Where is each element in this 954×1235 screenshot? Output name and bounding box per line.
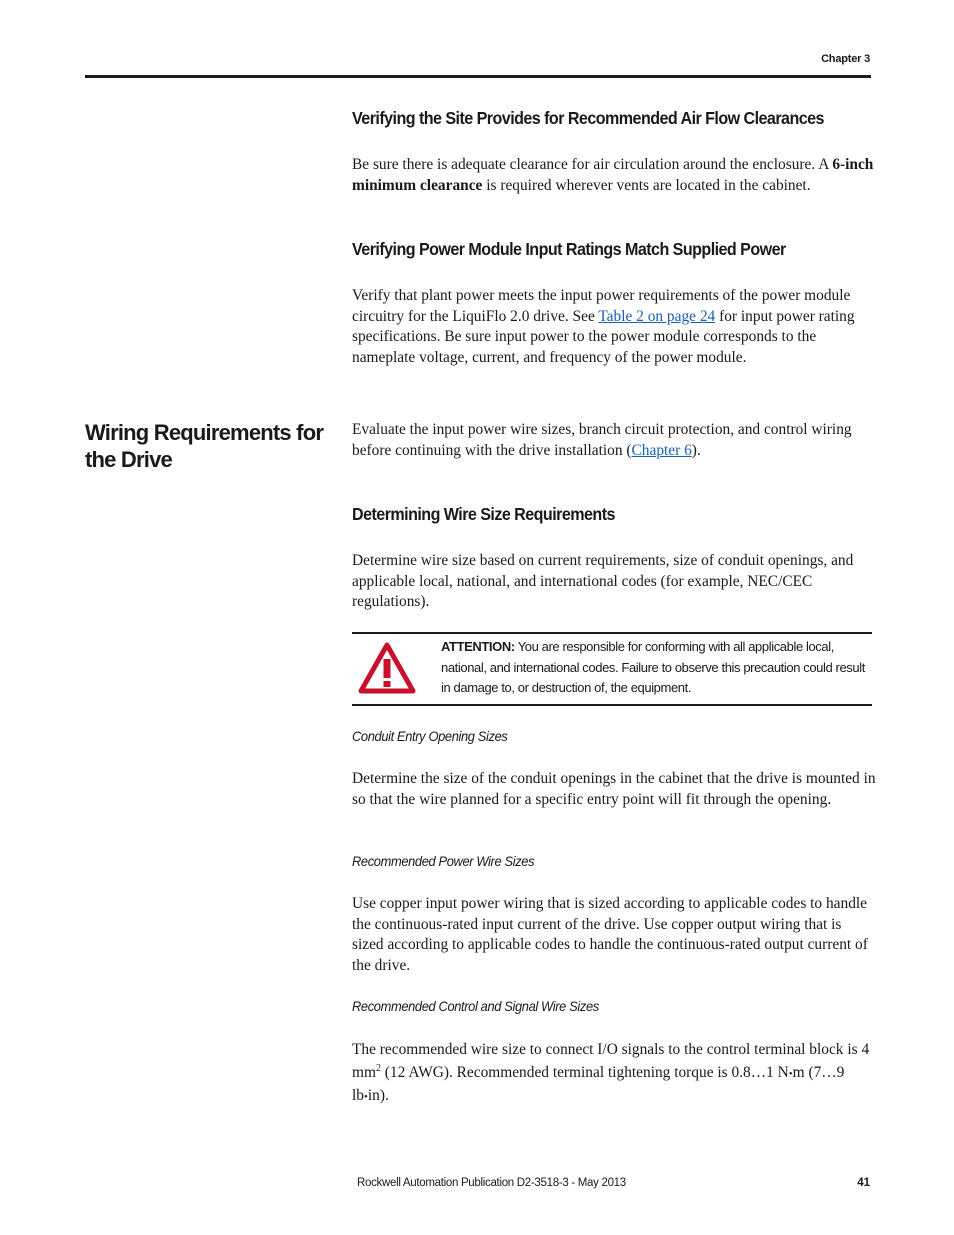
text-segment: Evaluate the input power wire sizes, branch circuit protection, and control wiring before continuing with the drive installation ( [352, 421, 852, 459]
heading-power-wire: Recommended Power Wire Sizes [352, 853, 535, 869]
paragraph-conduit: Determine the size of the conduit openings in the cabinet that the drive is mounted in so that the wire planned for a specific entry point will fit through the opening. [352, 770, 876, 808]
paragraph-power-wire: Use copper input power wiring that is sized according to applicable codes to handle the continuous-rated input current of the drive. Use copper output wiring that is sized according to applicable codes to handle the continuous-rated output current of the drive. [352, 895, 868, 974]
attention-rule-bottom [352, 704, 872, 706]
heading-power-module: Verifying Power Module Input Ratings Match Supplied Power [352, 239, 786, 259]
footer-publication: Rockwell Automation Publication D2-3518-3 - May 2013 [357, 1177, 626, 1189]
heading-control-wire: Recommended Control and Signal Wire Sizes [352, 998, 599, 1014]
header-rule [85, 75, 871, 78]
text-segment: is required wherever vents are located in the cabinet. [482, 176, 811, 194]
dot-operator: • [788, 1067, 793, 1080]
superscript: 2 [375, 1062, 381, 1074]
paragraph-power-module [352, 286, 876, 368]
text-segment: (12 AWG). Recommended terminal tightening torque is 0.8…1 N [380, 1063, 789, 1081]
paragraph-wiring [352, 420, 876, 461]
text-segment: Verify that plant power meets the input power requirements of the power module circuitry for the LiquiFlo 2.0 drive. See [352, 287, 851, 325]
text-segment: Be sure there is adequate clearance for air circulation around the enclosure. A [352, 156, 833, 173]
heading-wire-size: Determining Wire Size Requirements [352, 504, 615, 524]
attention-label: ATTENTION: [441, 639, 515, 654]
dot-operator: • [363, 1091, 368, 1103]
paragraph-wire-size: Determine wire size based on current requirements, size of conduit openings, and applicable local, national, and international codes (for example, NEC/CEC regulations). [352, 552, 854, 610]
link-table-2[interactable]: Table 2 on page 24 [598, 307, 716, 325]
heading-conduit: Conduit Entry Opening Sizes [352, 728, 508, 744]
attention-body: You are responsible for conforming with all applicable local, national, and international codes. Failure to observe this precaution could result in damage to, or destruction of, the equipment. [441, 639, 865, 695]
running-head-chapter: Chapter 3 [821, 53, 870, 65]
attention-rule-top [352, 632, 872, 634]
paragraph-air-flow [352, 155, 876, 196]
footer-page-number: 41 [857, 1177, 870, 1189]
text-segment: in). [367, 1087, 389, 1104]
heading-air-flow: Verifying the Site Provides for Recommended Air Flow Clearances [352, 108, 824, 128]
attention-text [441, 637, 871, 699]
paragraph-control-wire [352, 1039, 876, 1109]
link-chapter-6[interactable]: Chapter 6 [631, 441, 692, 459]
warning-triangle-icon [358, 642, 416, 694]
text-segment: ). [691, 441, 701, 459]
text-segment: for input power rating specifications. Be sure input power to the power module corresponds to the nameplate voltage, current, and frequency of the power module. [352, 307, 855, 366]
text-segment: The recommended wire size to connect I/O signals to the control terminal block is 4 mm [352, 1041, 870, 1081]
bold-clearance: 6-inch minimum clearance [352, 156, 874, 194]
heading-wiring-requirements: Wiring Requirements for the Drive [85, 420, 324, 472]
text-segment: m (7…9 lb [352, 1063, 845, 1104]
